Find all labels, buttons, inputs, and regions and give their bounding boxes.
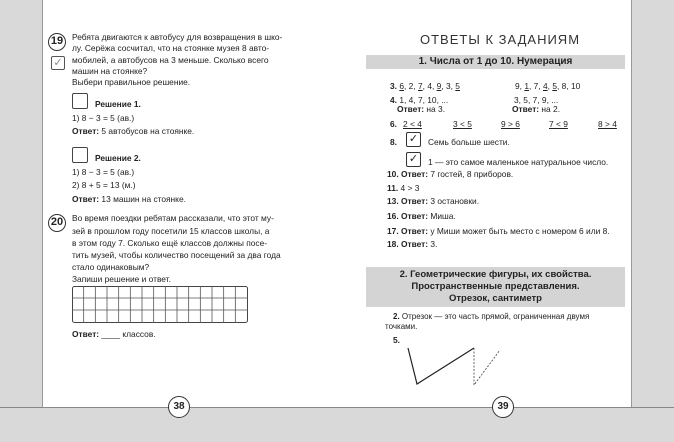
task19-text: Ребята двигаются к автобусу для возвращения в шко- (72, 32, 283, 42)
bottom-band (0, 407, 674, 442)
answer-item (387, 239, 437, 249)
answer-item (387, 169, 513, 179)
b2-text: Отрезок — это часть прямой, ограниченная двумя (401, 312, 590, 321)
task20-text: тить музей, чтобы количество посещений за два года (72, 250, 281, 260)
item-number: 13. (387, 196, 399, 206)
item-number: 17. (387, 226, 399, 236)
task19-text: мобилей, а автобусов на 3 меньше. Сколько всего (72, 55, 269, 65)
comparison: 9 > 6 (501, 119, 520, 129)
answer-text: 4 > 3 (400, 183, 420, 193)
solution2-answer: 13 машин на стоянке. (101, 194, 186, 204)
sequence-number: 9 (515, 81, 520, 91)
answer-label: Ответ: (400, 211, 429, 221)
a4-left: 1, 4, 7, 10, ... (399, 95, 449, 105)
task19-prompt: Выбери правильное решение. (72, 77, 191, 87)
answer-label: Ответ: (400, 169, 429, 179)
comparison: 3 < 5 (453, 119, 472, 129)
task20-prompt: Запиши решение и ответ. (72, 274, 171, 284)
answers-title: ОТВЕТЫ К ЗАДАНИЯМ (420, 32, 581, 47)
answer-label: Ответ: (72, 329, 100, 339)
sequence-number: 1 (524, 81, 529, 91)
item-number: 16. (387, 211, 399, 221)
answer-grid[interactable] (72, 286, 248, 323)
sequence-number: 4 (427, 81, 432, 91)
answer-label: Ответ: (512, 104, 540, 114)
sequence-number: 8 (561, 81, 567, 91)
answer-label: Ответ: (72, 194, 100, 204)
a3-right: 9, 1, 7, 4, 5, 8, 10 (515, 81, 581, 91)
answer-label: Ответ: (397, 104, 425, 114)
section2-header (366, 267, 625, 307)
comparison: 2 < 4 (403, 119, 422, 129)
a4-left-answer: на 3. (426, 104, 446, 114)
solution2-step: 1) 8 − 3 = 5 (ав.) (72, 167, 135, 177)
solution2-step: 2) 8 + 5 = 13 (м.) (72, 180, 136, 190)
answer-label: Ответ: (400, 226, 429, 236)
solution2-checkbox[interactable] (72, 147, 88, 163)
sequence-number: 5 (552, 81, 557, 91)
sequence-number: 7 (417, 81, 423, 91)
solution1-answer: 5 автобусов на стоянке. (101, 126, 195, 136)
page-number-38: 38 (168, 396, 190, 418)
solution1-title: Решение 1. (95, 99, 141, 109)
section2-line: Отрезок, сантиметр (448, 293, 542, 304)
section2-line: 2. Геометрические фигуры, их свойства. (399, 269, 592, 280)
answer-label: Ответ: (400, 196, 429, 206)
item-number: 11. (387, 183, 399, 193)
sequence-number: 3 (445, 81, 451, 91)
comparison: 8 > 4 (598, 119, 617, 129)
task20-text: зей в прошлом году посетили 15 классов школы, а (72, 226, 270, 236)
item-number: 2. (393, 312, 400, 321)
sequence-number: 9 (436, 81, 442, 91)
answer-item (387, 226, 610, 236)
sequence-number: 7 (533, 81, 539, 91)
answer-text: Миша. (430, 211, 456, 221)
item-number: 4. (390, 95, 397, 105)
answer-text: 3. (430, 239, 438, 249)
task20-text: стало одинаковым? (72, 262, 150, 272)
a3-left: 6, 2, 7, 4, 9, 3, 5 (399, 81, 460, 91)
checked-box-icon: ✓ (406, 152, 421, 167)
sequence-number: 6 (399, 81, 404, 91)
solution2-title: Решение 2. (95, 153, 141, 163)
section2-line: Пространственные представления. (411, 281, 580, 292)
item-number: 10. (387, 169, 399, 179)
task20-text: в этом году 7. Сколько ещё классов должны посе- (72, 238, 268, 248)
answer-item (387, 183, 419, 193)
item-number: 5. (393, 335, 400, 345)
task-number-20: 20 (48, 214, 66, 232)
sequence-number: 4 (542, 81, 548, 91)
answer-text: 7 гостей, 8 приборов. (430, 169, 514, 179)
a8-statement: Семь больше шести. (428, 137, 510, 147)
answer-blank[interactable]: ____ (101, 329, 121, 339)
solution1-step: 1) 8 − 3 = 5 (ав.) (72, 113, 135, 123)
task19-text: лу. Серёжа сосчитал, что на стоянке музея 8 авто- (72, 43, 270, 53)
answer-label: Ответ: (72, 126, 100, 136)
item-number: 6. (390, 119, 397, 129)
page-number-39: 39 (492, 396, 514, 418)
answer-label: Ответ: (400, 239, 429, 249)
item-number: 3. (390, 81, 397, 91)
sequence-number: 5 (455, 81, 460, 91)
item-number: 8. (390, 137, 397, 147)
item-number: 18. (387, 239, 399, 249)
solution1-checkbox[interactable] (72, 93, 88, 109)
a4-right-answer: на 2. (541, 104, 561, 114)
b2-text: точками. (385, 322, 418, 331)
comparison: 7 < 9 (549, 119, 568, 129)
checked-box-icon: ✓ (406, 132, 421, 147)
answer-unit: классов. (122, 329, 156, 339)
sequence-number: 2 (408, 81, 414, 91)
a8-statement: 1 — это самое маленькое натуральное число. (428, 157, 609, 167)
section1-header: 1. Числа от 1 до 10. Нумерация (366, 55, 625, 69)
a4-right: 3, 5, 7, 9, ... (514, 95, 559, 105)
check-icon: ✓ (51, 56, 65, 70)
answer-text: 3 остановки. (430, 196, 480, 206)
broken-line-drawing (400, 340, 510, 390)
answer-text: у Миши может быть место с номером 6 или 8. (430, 226, 610, 236)
answer-item (387, 196, 479, 206)
answer-item (387, 211, 456, 221)
task19-text: машин на стоянке? (72, 66, 148, 76)
sequence-number: 10 (570, 81, 581, 91)
task20-text: Во время поездки ребятам рассказали, что этот му- (72, 213, 274, 223)
task-number-19: 19 (48, 33, 66, 51)
